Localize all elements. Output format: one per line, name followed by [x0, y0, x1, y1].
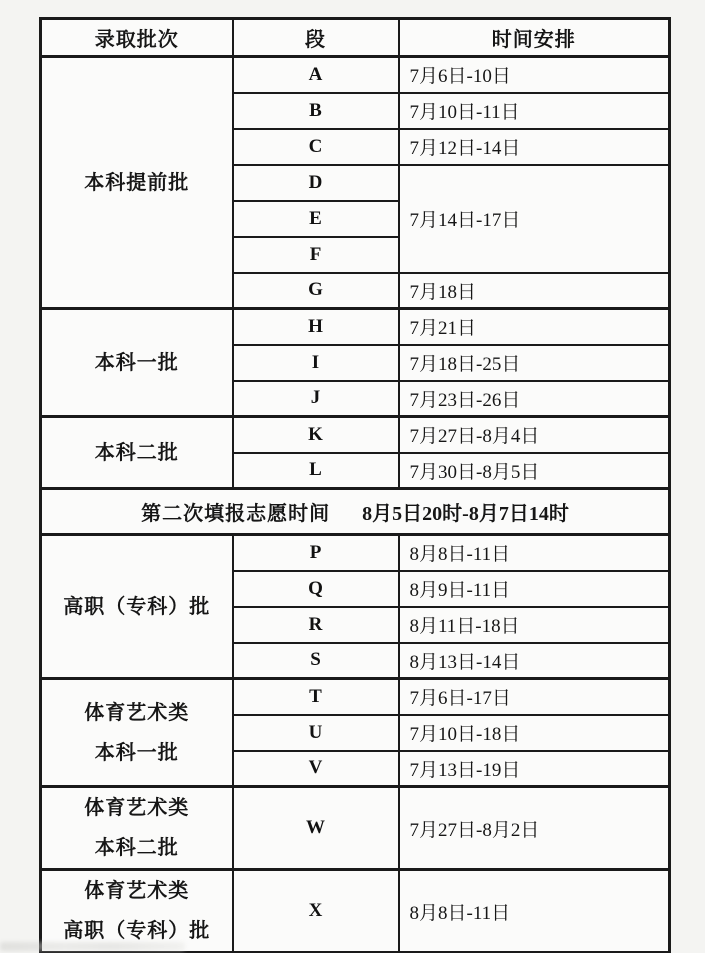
segment-cell: D — [233, 165, 399, 201]
notice-value: 8月5日20时-8月7日14时 — [362, 503, 569, 525]
time-cell: 7月27日-8月4日 — [399, 417, 670, 453]
time-cell: 7月6日-17日 — [399, 679, 670, 715]
time-cell: 8月8日-11日 — [399, 870, 670, 953]
time-cell: 7月13日-19日 — [399, 751, 670, 787]
segment-cell: U — [233, 715, 399, 751]
batch-cell-tiyu-yishu-benke-erpi — [41, 787, 233, 870]
notice-cell — [41, 489, 670, 535]
time-cell: 8月9日-11日 — [399, 571, 670, 607]
time-cell: 7月10日-11日 — [399, 93, 670, 129]
header-time: 时间安排 — [399, 19, 670, 57]
batch-label: 本科提前批 — [84, 171, 190, 194]
time-cell: 8月8日-11日 — [399, 535, 670, 571]
segment-cell: P — [233, 535, 399, 571]
header-segment: 段 — [233, 19, 399, 57]
time-cell: 7月18日 — [399, 273, 670, 309]
batch-label: 体育艺术类 — [84, 797, 190, 819]
batch-label: 高职（专科）批 — [63, 595, 211, 618]
admission-schedule-table — [39, 17, 671, 953]
segment-cell: E — [233, 201, 399, 237]
time-cell: 7月27日-8月2日 — [399, 787, 670, 870]
segment-cell: F — [233, 237, 399, 273]
notice-label: 第二次填报志愿时间 — [141, 503, 331, 525]
time-cell: 8月13日-14日 — [399, 643, 670, 679]
watermark-remnant — [0, 942, 185, 951]
segment-cell: C — [233, 129, 399, 165]
time-cell-merged-def: 7月14日-17日 — [399, 165, 670, 273]
segment-cell: V — [233, 751, 399, 787]
segment-cell: Q — [233, 571, 399, 607]
segment-cell: L — [233, 453, 399, 489]
batch-label: 本科一批 — [94, 351, 179, 374]
second-application-notice-row — [41, 489, 670, 535]
time-cell: 7月23日-26日 — [399, 381, 670, 417]
table-row — [41, 417, 670, 453]
segment-cell: R — [233, 607, 399, 643]
batch-cell-benke-yipi — [41, 309, 233, 417]
batch-label: 本科二批 — [94, 441, 179, 464]
batch-label: 体育艺术类 — [84, 701, 190, 724]
table-row — [41, 309, 670, 345]
table-header-row — [41, 19, 670, 57]
segment-cell: G — [233, 273, 399, 309]
batch-label-line2: 本科二批 — [94, 837, 179, 859]
time-cell: 7月21日 — [399, 309, 670, 345]
table-row — [41, 57, 670, 93]
table-row — [41, 679, 670, 715]
batch-cell-benke-tiqianpi — [41, 57, 233, 309]
segment-cell: S — [233, 643, 399, 679]
batch-label-line2: 高职（专科）批 — [63, 920, 211, 942]
table-row — [41, 535, 670, 571]
time-cell: 7月12日-14日 — [399, 129, 670, 165]
batch-cell-tiyu-yishu-gaozhi — [41, 870, 233, 953]
table-row — [41, 870, 670, 953]
segment-cell: H — [233, 309, 399, 345]
batch-label-line2: 本科一批 — [94, 741, 179, 764]
time-cell: 7月6日-10日 — [399, 57, 670, 93]
segment-cell: B — [233, 93, 399, 129]
batch-cell-gaozhi-zhuanke — [41, 535, 233, 679]
table-row — [41, 787, 670, 870]
batch-cell-tiyu-yishu-benke-yipi — [41, 679, 233, 787]
time-cell: 7月18日-25日 — [399, 345, 670, 381]
segment-cell: A — [233, 57, 399, 93]
segment-cell: J — [233, 381, 399, 417]
segment-cell: I — [233, 345, 399, 381]
segment-cell: T — [233, 679, 399, 715]
time-cell: 7月10日-18日 — [399, 715, 670, 751]
segment-cell: X — [233, 870, 399, 953]
time-cell: 8月11日-18日 — [399, 607, 670, 643]
segment-cell: W — [233, 787, 399, 870]
batch-label: 体育艺术类 — [84, 880, 190, 902]
time-cell: 7月30日-8月5日 — [399, 453, 670, 489]
header-batch: 录取批次 — [41, 19, 233, 57]
segment-cell: K — [233, 417, 399, 453]
batch-cell-benke-erpi — [41, 417, 233, 489]
